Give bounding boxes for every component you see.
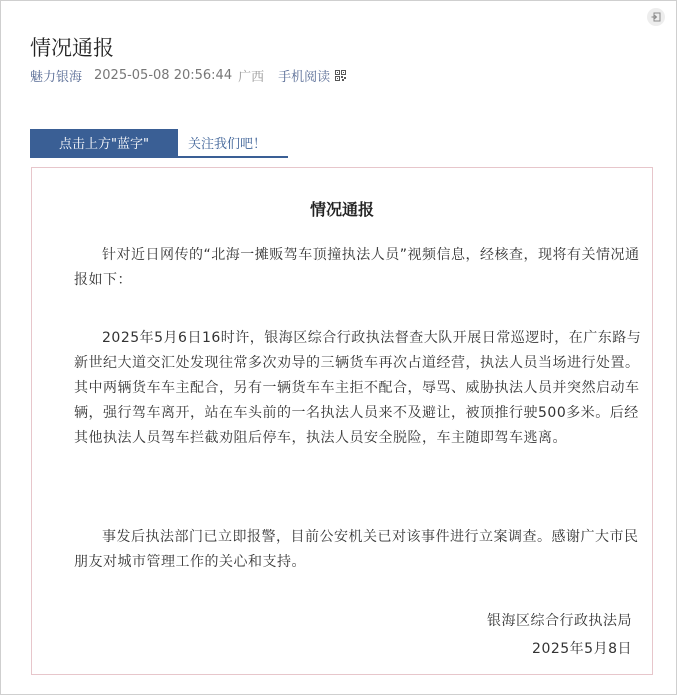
qr-code-icon[interactable] bbox=[335, 70, 346, 81]
notice-paragraph-2: 2025年5月6日16时许，银海区综合行政执法督查大队开展日常巡逻时，在广东路与新世纪大道交汇处发现往常多次劝导的三辆货车再次占道经营，执法人员当场进行处置。其中两辆货车车主配合，另有一辆货车车主拒不配合，辱骂、威胁执法人员并突然启动车辆，强行驾车离开，站在车头前的一名执法人员来不及避让，被顶推行驶500多米。后经其他执法人员驾车拦截劝阻后停车，执法人员安全脱险，车主随即驾车逃离。 bbox=[74, 330, 642, 446]
mobile-read-link[interactable]: 手机阅读 bbox=[278, 70, 331, 85]
notice-signature: 银海区综合行政执法局 bbox=[487, 613, 632, 629]
notice-heading: 情况通报 bbox=[309, 200, 374, 219]
article-meta bbox=[30, 66, 346, 85]
banner-follow-text: 关注我们吧！ bbox=[188, 137, 267, 152]
publish-time: 2025-05-08 20:56:44 bbox=[94, 68, 233, 83]
notice-paragraph-1: 针对近日网传的“北海一摊贩驾车顶撞执法人员”视频信息，经核查，现将有关情况通报如下： bbox=[74, 247, 640, 288]
exit-icon-glyph bbox=[651, 12, 661, 22]
notice-paragraph-3: 事发后执法部门已立即报警，目前公安机关已对该事件进行立案调查。感谢广大市民朋友对城市管理工作的关心和支持。 bbox=[74, 529, 639, 570]
page-title: 情况通报 bbox=[30, 36, 114, 61]
exit-icon[interactable] bbox=[647, 8, 665, 26]
notice-box bbox=[31, 167, 653, 675]
publish-region: 广西 bbox=[238, 70, 265, 85]
notice-date: 2025年5月8日 bbox=[532, 641, 632, 657]
banner-tag: 点击上方"蓝字" bbox=[30, 129, 178, 156]
follow-banner bbox=[30, 129, 288, 158]
account-name-link[interactable]: 魅力银海 bbox=[30, 70, 83, 85]
